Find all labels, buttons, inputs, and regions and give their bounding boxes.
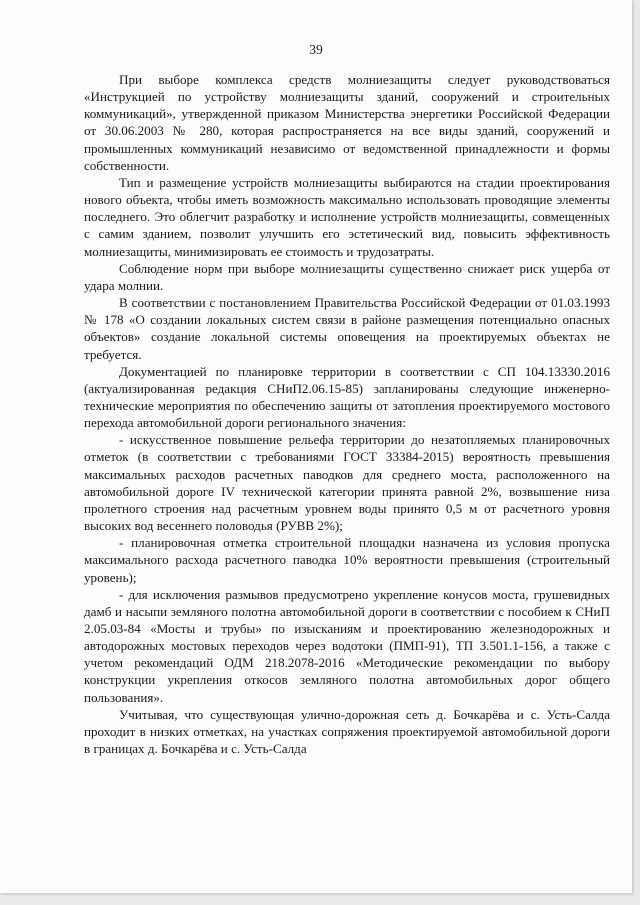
paragraph-flood-protection-intro: Документацией по планировке территории в соответствии с СП 104.13330.2016 (актуализированная редакция СНиП2.06.15-85) запланированы следующие инженерно-технические мероприятия по обеспечению защиты от затопления проектируемого мостового перехода автомобильной дороги регионального значения: [84, 363, 610, 431]
paragraph-street-network: Учитывая, что существующая улично-дорожная сеть д. Бочкарёва и с. Усть-Салда проходит в низких отметках, на участках сопряжения проектируемой автомобильной дороги в границах д. Бочкарёва и с. Усть-Салда [84, 706, 610, 757]
page-number: 39 [309, 42, 323, 57]
list-item-relief-raising: - искусственное повышение рельефа территории до незатопляемых планировочных отметок (в соответствии с требованиями ГОСТ 33384-2015) вероятность превышения максимальных расходов расчетных паводков для среднего моста, расположенного на автомобильной дороге IV технической категории принята равной 2%, возвышение низа пролетного строения над расчетным уровнем воды принято 0,5 м от расчетного уровня высоких вод весеннего половодья (РУВВ 2%); [84, 432, 610, 534]
paragraph-lightning-instruction: При выборе комплекса средств молниезащиты следует руководствоваться «Инструкцией по устройству молниезащиты зданий, сооружений и строительных коммуникаций», утвержденной приказом Министерства энергетики Российской Федерации от 30.06.2003 № 280, которая распространяется на все виды зданий, сооружений и промышленных коммуникаций независимо от ведомственной принадлежности и формы собственности. [84, 72, 610, 173]
document-body [84, 71, 610, 757]
paragraph-lightning-design-stage: Тип и размещение устройств молниезащиты выбираются на стадии проектирования нового объекта, чтобы иметь возможность максимально использовать проводящие элементы последнего. Это облегчит разработку и исполнение устройств молниезащиты, совмещенных с самим зданием, позволит улучшить его эстетический вид, повысить эффективность молниезащиты, минимизировать ее стоимость и трудозатраты. [84, 174, 610, 259]
list-item-construction-site-level: - планировочная отметка строительной площадки назначена из условия пропуска максимального расхода расчетного паводка 10% вероятности превышения (строительный уровень); [84, 535, 610, 585]
paragraph-local-warning-system: В соответствии с постановлением Правительства Российской Федерации от 01.03.1993 № 178 «О создании локальных систем связи в районе размещения потенциально опасных объектов» создание локальной системы оповещения на проектируемых объектах не требуется. [84, 295, 610, 362]
paragraph-lightning-risk: Соблюдение норм при выборе молниезащиты существенно снижает риск ущерба от удара молнии. [84, 260, 610, 293]
list-item-erosion-protection: - для исключения размывов предусмотрено укрепление конусов моста, грушевидных дамб и насыпи земляного полотна автомобильной дороги в соответствии с пособием к СНиП 2.05.03-84 «Мосты и трубы» по изысканиям и проектированию железнодорожных и автодорожных мостовых переходов через водотоки (ПМП-91), ТП 3.501.1-156, а также с учетом рекомендаций ОДМ 218.2078-2016 «Методические рекомендации по выбору конструкции укрепления откосов земляного полотна автомобильных дорог общего пользования». [84, 586, 610, 705]
